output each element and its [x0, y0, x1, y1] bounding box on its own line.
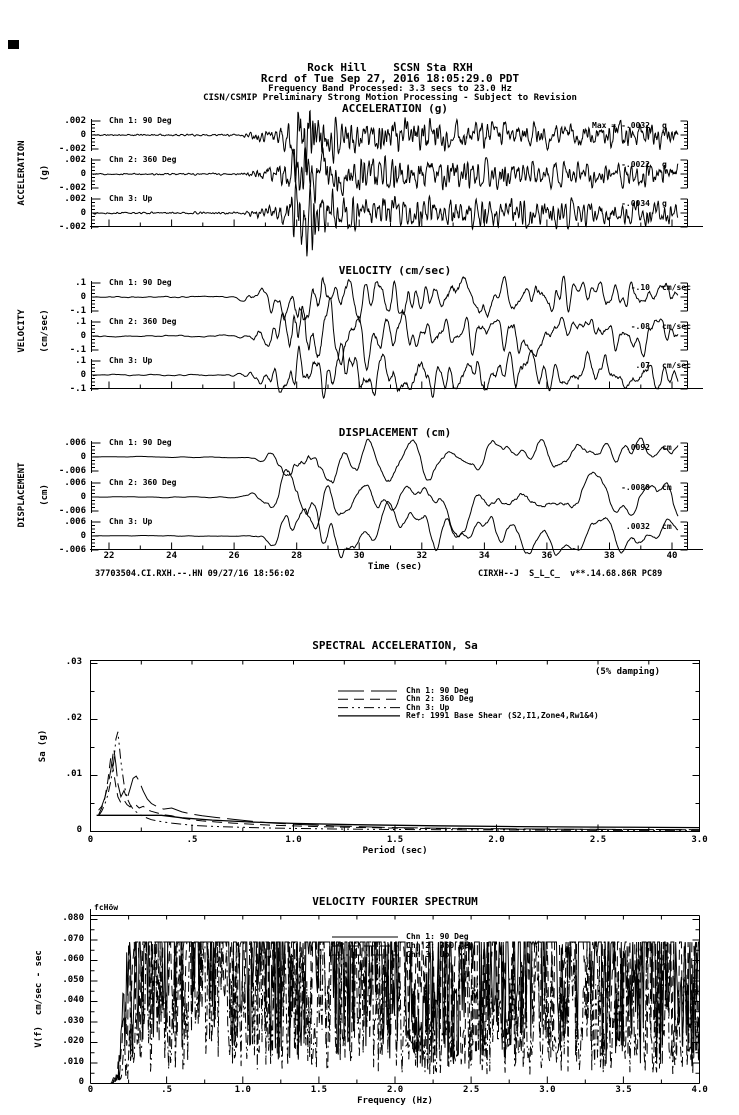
- fourier-ytick: .040: [62, 995, 84, 1005]
- peak-unit: cm: [662, 483, 672, 492]
- fourier-ytick: 0: [78, 1077, 84, 1087]
- processing-footer: CIRXH--J S_L_C_ v**.14.68.86R PC89: [478, 569, 663, 579]
- fourier-title: VELOCITY FOURIER SPECTRUM: [312, 895, 478, 908]
- strip-displacement-chn2: [58, 477, 705, 517]
- damping-note: (5% damping): [594, 667, 660, 677]
- sa-xtick: .5: [186, 835, 198, 845]
- panel-title-acceleration: ACCELERATION (g): [342, 102, 448, 115]
- peak-unit: g: [662, 160, 667, 169]
- fourier-ytick: .080: [62, 913, 84, 923]
- ytick-label: .006: [64, 517, 86, 527]
- peak-value: -.0022: [621, 160, 650, 169]
- sa-ytick: 0: [76, 825, 82, 835]
- fourier-legend-chn1: Chn 1: 90 Deg: [406, 932, 469, 941]
- peak-value: .07: [635, 361, 650, 370]
- channel-label: Chn 1: 90 Deg: [109, 278, 172, 287]
- strip-velocity-chn2: [69, 316, 705, 356]
- fourier-ytick: .070: [62, 934, 84, 944]
- peak-prefix: Max =: [592, 121, 617, 130]
- side-label-velocity: VELOCITY: [17, 309, 28, 353]
- sa-xtick: 2.0: [488, 835, 505, 845]
- ytick-label: -.1: [69, 306, 86, 316]
- ytick-label: 0: [80, 531, 86, 541]
- sa-ytick: .02: [65, 713, 82, 723]
- ytick-label: 0: [80, 370, 86, 380]
- fourier-plot: [90, 903, 702, 1095]
- panel-title-displacement: DISPLACEMENT (cm): [338, 426, 452, 439]
- time-axis-velocity: [90, 379, 705, 389]
- ytick-label: -.002: [58, 222, 86, 232]
- time-tick: 38: [603, 551, 615, 561]
- sa-xtick: 1.0: [285, 835, 302, 845]
- fourier-legend-chn3: Chn 3: Up: [406, 950, 450, 959]
- time-tick: 28: [291, 551, 303, 561]
- ytick-label: -.1: [69, 345, 86, 355]
- peak-unit: cm/sec: [662, 361, 691, 370]
- sa-xlabel: Period (sec): [362, 846, 428, 856]
- time-axis-displacement: [90, 540, 705, 550]
- peak-value: -.0080: [621, 483, 650, 492]
- peak-value: -.0032: [621, 121, 650, 130]
- strip-acceleration-chn2: [58, 154, 705, 194]
- fourier-ytick: .010: [62, 1057, 84, 1067]
- ytick-label: -.006: [58, 506, 86, 516]
- ytick-label: 0: [80, 492, 86, 502]
- time-tick: 36: [541, 551, 553, 561]
- fourier-xlabel: Frequency (Hz): [357, 1096, 433, 1106]
- fourier-xtick: 4.0: [691, 1085, 708, 1095]
- peak-value: .0092: [625, 443, 650, 452]
- channel-label: Chn 1: 90 Deg: [109, 438, 172, 447]
- panel-title-velocity: VELOCITY (cm/sec): [338, 264, 452, 277]
- channel-label: Chn 2: 360 Deg: [109, 317, 177, 326]
- sa-xtick: 2.5: [589, 835, 607, 845]
- peak-unit: g: [662, 199, 667, 208]
- frequency-band-note: Frequency Band Processed: 3.3 secs to 23.0 Hz: [268, 84, 512, 94]
- ytick-label: .1: [75, 317, 86, 327]
- ytick-label: 0: [80, 331, 86, 341]
- peak-value: .0032: [625, 522, 650, 531]
- ytick-label: 0: [80, 292, 86, 302]
- scan-artifact-mark: [8, 40, 19, 49]
- ytick-label: -.002: [58, 144, 86, 154]
- peak-unit: cm/sec: [662, 322, 691, 331]
- time-tick: 32: [416, 551, 428, 561]
- ytick-label: 0: [80, 130, 86, 140]
- sa-ytick: .01: [65, 769, 82, 779]
- fourier-ytick: .030: [62, 1016, 84, 1026]
- strip-acceleration-chn1: [58, 115, 705, 155]
- ytick-label: .002: [64, 155, 86, 165]
- ytick-label: .002: [64, 116, 86, 126]
- peak-unit: cm: [662, 443, 672, 452]
- side-label-acceleration: ACCELERATION: [17, 140, 28, 206]
- ytick-label: -.006: [58, 545, 86, 555]
- side-unit-velocity: (cm/sec): [40, 309, 51, 353]
- sa-plot: [90, 660, 702, 836]
- record-id-footer: 37703504.CI.RXH.--.HN 09/27/16 18:56:02: [95, 569, 295, 579]
- fourier-xtick: 0: [87, 1085, 94, 1095]
- fourier-xtick: 1.5: [310, 1085, 328, 1095]
- sa-legend-ref: Ref: 1991 Base Shear (S2,I1,Zone4,Rw1&4): [406, 711, 599, 720]
- ytick-label: 0: [80, 169, 86, 179]
- sa-xtick: 3.0: [691, 835, 708, 845]
- sa-legend-chn1: Chn 1: 90 Deg: [406, 686, 469, 695]
- strip-displacement-chn1: [58, 437, 705, 477]
- peak-value: -.10: [630, 283, 650, 292]
- disclaimer-note: CISN/CSMIP Preliminary Strong Motion Processing - Subject to Revision: [203, 93, 577, 103]
- sa-legend-chn3: Chn 3: Up: [406, 703, 450, 712]
- fc-marker-note: fcHöw: [94, 903, 119, 912]
- channel-label: Chn 2: 360 Deg: [109, 155, 177, 164]
- ytick-label: -.1: [69, 384, 86, 394]
- ytick-label: -.006: [58, 466, 86, 476]
- fourier-ytick: .050: [62, 975, 84, 985]
- fourier-xtick: 3.5: [615, 1085, 632, 1095]
- fourier-ylabel: V(f) cm/sec - sec: [34, 950, 45, 1048]
- channel-label: Chn 3: Up: [109, 517, 153, 526]
- peak-value: -.08: [630, 322, 650, 331]
- side-label-displacement: DISPLACEMENT: [17, 462, 28, 528]
- strip-velocity-chn1: [69, 277, 705, 317]
- channel-label: Chn 3: Up: [109, 356, 153, 365]
- peak-unit: g: [662, 121, 667, 130]
- sa-xtick: 1.5: [386, 835, 404, 845]
- peak-value: -.0034: [621, 199, 650, 208]
- fourier-ytick: .060: [62, 954, 84, 964]
- time-axis-label: Time (sec): [367, 562, 423, 572]
- fourier-legend-chn2: Chn 2: 360 Deg: [406, 941, 474, 950]
- side-unit-displacement: (cm): [40, 484, 51, 506]
- ytick-label: 0: [80, 452, 86, 462]
- fourier-xtick: 2.5: [463, 1085, 480, 1095]
- sa-legend-chn2: Chn 2: 360 Deg: [406, 694, 474, 703]
- fourier-xtick: 2.0: [386, 1085, 404, 1095]
- station-title: Rock Hill SCSN Sta RXH: [307, 61, 473, 74]
- sa-xtick: 0: [87, 835, 94, 845]
- time-tick: 30: [353, 551, 365, 561]
- time-tick: 22: [103, 551, 115, 561]
- ytick-label: -.002: [58, 183, 86, 193]
- ytick-label: .006: [64, 478, 86, 488]
- time-tick: 40: [666, 551, 678, 561]
- fourier-xtick: .5: [161, 1085, 173, 1095]
- fourier-ytick: .020: [62, 1036, 84, 1046]
- time-tick: 26: [228, 551, 240, 561]
- channel-label: Chn 3: Up: [109, 194, 153, 203]
- sa-title: SPECTRAL ACCELERATION, Sa: [312, 639, 478, 652]
- channel-label: Chn 1: 90 Deg: [109, 116, 172, 125]
- peak-unit: cm: [662, 522, 672, 531]
- time-tick: 24: [166, 551, 178, 561]
- channel-label: Chn 2: 360 Deg: [109, 478, 177, 487]
- time-axis-acceleration: [90, 217, 705, 227]
- ytick-label: 0: [80, 208, 86, 218]
- fourier-xtick: 1.0: [234, 1085, 251, 1095]
- ytick-label: .006: [64, 438, 86, 448]
- peak-unit: cm/sec: [662, 283, 691, 292]
- sa-ytick: .03: [65, 657, 82, 667]
- time-tick: 34: [478, 551, 490, 561]
- side-unit-acceleration: (g): [40, 164, 51, 182]
- ytick-label: .1: [75, 278, 86, 288]
- sa-ylabel: Sa (g): [38, 729, 49, 763]
- record-timestamp: Rcrd of Tue Sep 27, 2016 18:05:29.0 PDT: [260, 72, 520, 85]
- fourier-xtick: 3.0: [539, 1085, 556, 1095]
- ytick-label: .1: [75, 356, 86, 366]
- ytick-label: .002: [64, 194, 86, 204]
